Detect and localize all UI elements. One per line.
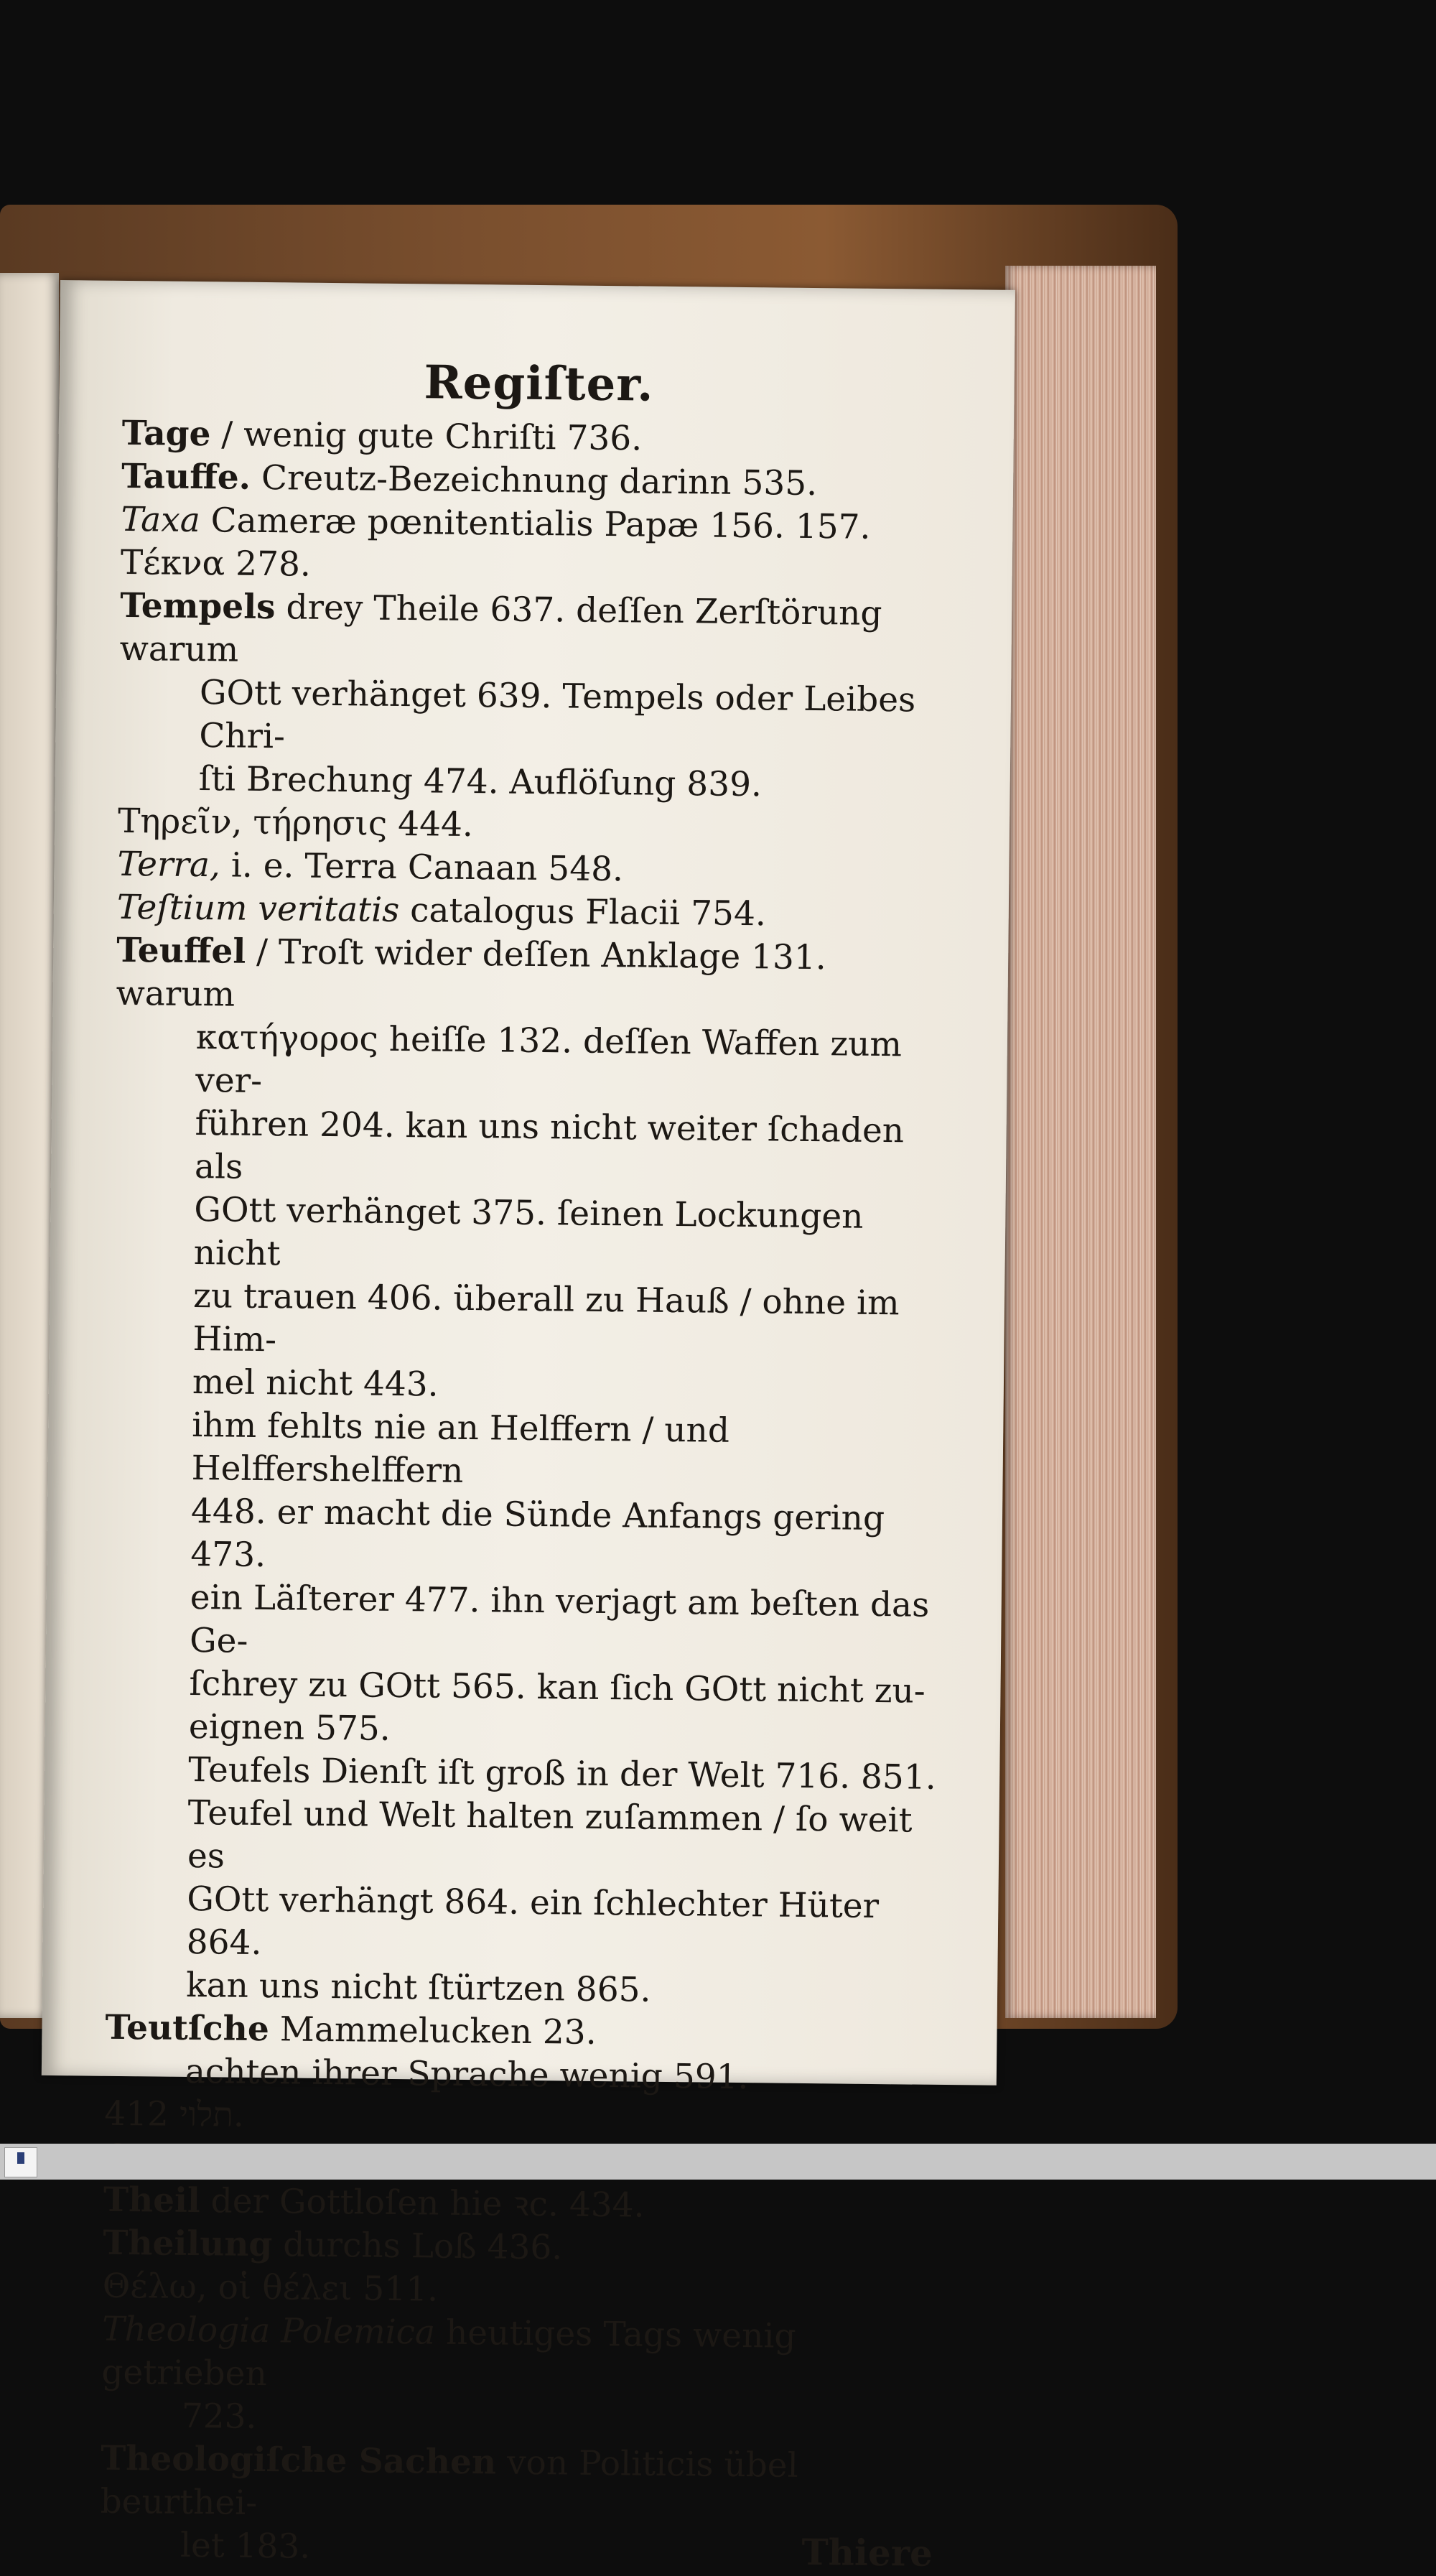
- entry-line: der Gottloſen hie ꝛc. 434.: [210, 2181, 645, 2226]
- entry-lemma: Tempels: [119, 585, 276, 628]
- entry-line: 444.: [397, 804, 474, 845]
- entry-line: ſchrey zu GOtt 565. kan ſich GOtt nicht zu-: [189, 1663, 926, 1711]
- entry-line: Cameræ pœnitentialis Papæ 156. 157.: [210, 501, 871, 547]
- entry-line: Teufel und Welt halten zuſammen / ſo weit es: [187, 1792, 913, 1877]
- entry-line: GOtt verhängt 864. ein ſchlechter Hüter 864.: [186, 1879, 880, 1963]
- entry-line: 278.: [235, 544, 312, 585]
- entry-lemma: Tage: [121, 413, 211, 455]
- entry-line: Creutz-Bezeichnung darinn 535.: [261, 457, 818, 504]
- entry-line: heutiges Tags wenig getrieben: [101, 2312, 796, 2394]
- entry-line: ſti Brechung 474. Auflöſung 839.: [198, 759, 763, 805]
- entry-line: Teufels Dienſt iſt groß in der Welt 716. 851.: [187, 1749, 937, 1798]
- entry-lemma: Teuffel: [116, 930, 246, 972]
- entry-line: GOtt verhänget 639. Tempels oder Leibes Chri-: [199, 673, 916, 757]
- entry-lemma: Theologiſche Sachen: [100, 2438, 497, 2483]
- register-entry: [108, 1403, 945, 1757]
- entry-lemma: Terra,: [117, 844, 221, 885]
- entry-line: mel nicht 443.: [192, 1362, 439, 1405]
- register-entry: [112, 929, 950, 1412]
- entry-lemma: Theologia Polemica: [101, 2309, 436, 2353]
- entry-line: i. e. Terra Canaan 548.: [230, 845, 624, 890]
- entry-line: führen 204. kan uns nicht weiter ſchaden als: [194, 1104, 905, 1187]
- book-page: [42, 280, 1015, 2575]
- entry-lemma: Theilung: [103, 2223, 273, 2265]
- library-logo: [4, 2147, 37, 2177]
- entry-lemma: Teutſche: [105, 2007, 270, 2050]
- entry-lemma: Theil: [103, 2180, 201, 2221]
- entry-line: zu trauen 406. überall zu Hauß / ohne im Him-: [192, 1276, 900, 1360]
- entry-line: drey Theile 637. deſſen Zerſtörung warum: [119, 587, 882, 670]
- register-entry: [102, 2265, 936, 2317]
- register-entry: [106, 1748, 941, 2015]
- register-entry: [118, 585, 953, 809]
- entry-line: catalogus Flacii 754.: [409, 891, 767, 934]
- register-entry: [105, 2007, 938, 2101]
- entry-line: / Troſt wider deſſen Anklage 131. warum: [116, 931, 827, 1015]
- entry-line: achten ihrer Sprache wenig 591.: [185, 2051, 749, 2098]
- entry-line: 723.: [181, 2396, 257, 2437]
- library-logo-icon: [17, 2152, 24, 2164]
- entry-line: eignen 575.: [188, 1706, 391, 1749]
- entry-lemma: Τέκνα: [120, 542, 225, 584]
- entry-line: Mammelucken 23.: [279, 2009, 597, 2052]
- entry-line: von Politicis übel beurthei-: [100, 2442, 798, 2524]
- register-entries: [100, 412, 955, 2575]
- entry-line: 511.: [363, 2269, 439, 2310]
- register-text: [100, 353, 956, 2575]
- entry-line: kan uns nicht ſtürtzen 865.: [185, 1965, 651, 2010]
- entry-line: GOtt verhänget 375. ſeinen Lockungen nicht: [193, 1190, 864, 1274]
- entry-line: ihm fehlts nie an Helffern / und Helffershelffern: [191, 1405, 730, 1491]
- entry-line: durchs Loß 436.: [283, 2225, 563, 2268]
- entry-lemma: Τηρεῖν, τήρησις: [117, 801, 388, 844]
- entry-line: ein Läſterer 477. ihn verjagt am beſten das Ge-: [189, 1577, 930, 1661]
- entry-line: / wenig gute Chriſti 736.: [221, 414, 643, 459]
- running-head: Regiſter.: [424, 355, 654, 412]
- entry-lemma: Taxa: [121, 499, 201, 541]
- entry-line: 412.: [103, 2093, 245, 2135]
- entry-line: let 183.: [180, 2525, 311, 2567]
- entry-lemma: Tauffe.: [121, 456, 251, 498]
- entry-lemma: Teſtium veritatis: [116, 887, 400, 930]
- page-edges: [1005, 266, 1156, 2018]
- entry-line: 448. er macht die Sünde Anfangs gering 473.: [190, 1492, 885, 1576]
- entry-lemma: Θέλω, οἱ θέλει: [102, 2266, 353, 2309]
- viewer-bottom-bar: [0, 2144, 1436, 2180]
- entry-line: κατήγορος heiſſe 132. deſſen Waffen zum ver-: [195, 1018, 903, 1102]
- catchword: Thiere: [801, 2530, 933, 2575]
- register-entry: [101, 2308, 936, 2446]
- entry-lemma: תלוי: [179, 2094, 234, 2135]
